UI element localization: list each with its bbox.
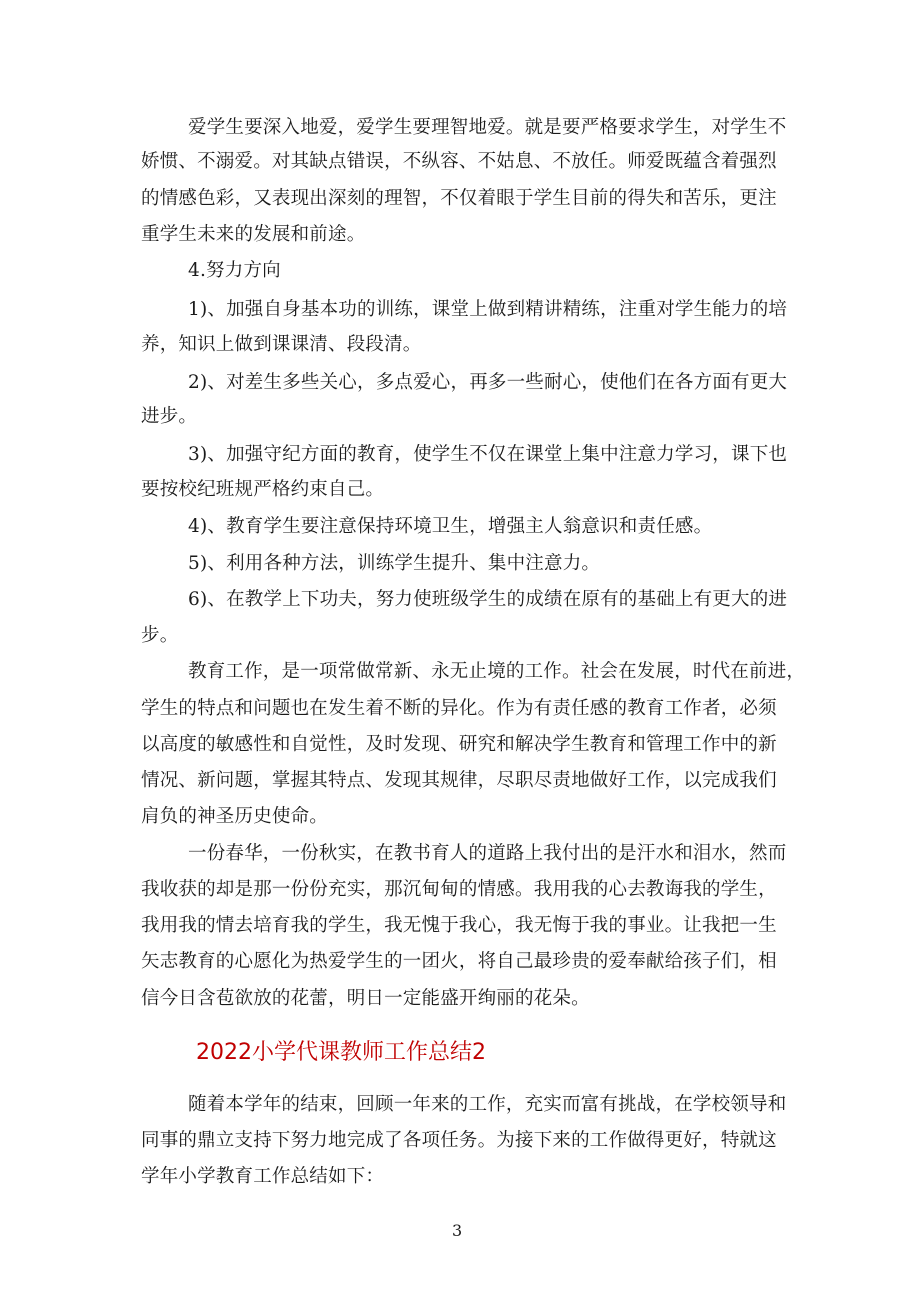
paragraph-line: 爱学生要深入地爱，爱学生要理智地爱。就是要严格要求学生，对学生不 [188, 117, 787, 138]
paragraph-line: 一份春华，一份秋实，在教书育人的道路上我付出的是汗水和泪水，然而 [188, 843, 787, 864]
paragraph-line: 的情感色彩，又表现出深刻的理智，不仅着眼于学生目前的得失和苦乐，更注 [141, 188, 777, 209]
paragraph-line: 以高度的敏感性和自觉性，及时发现、研究和解决学生教育和管理工作中的新 [141, 734, 777, 755]
paragraph-line: 学年小学教育工作总结如下： [141, 1166, 385, 1187]
paragraph-line: 娇惯、不溺爱。对其缺点错误，不纵容、不姑息、不放任。师爱既蕴含着强烈 [141, 151, 777, 172]
paragraph-line: 信今日含苞欲放的花蕾，明日一定能盛开绚丽的花朵。 [141, 988, 590, 1009]
paragraph-line: 情况、新问题，掌握其特点、发现其规律，尽职尽责地做好工作，以完成我们 [141, 770, 777, 791]
paragraph-line: 我用我的情去培育我的学生，我无愧于我心，我无悔于我的事业。让我把一生 [141, 915, 777, 936]
paragraph-line: 3)、加强守纪方面的教育，使学生不仅在课堂上集中注意力学习，课下也 [188, 444, 788, 465]
paragraph-line: 5)、利用各种方法，训练学生提升、集中注意力。 [188, 553, 601, 574]
paragraph-line: 1)、加强自身基本功的训练，课堂上做到精讲精练，注重对学生能力的培 [188, 299, 788, 320]
paragraph-line: 6)、在教学上下功夫，努力使班级学生的成绩在原有的基础上有更大的进 [188, 589, 788, 610]
paragraph-line: 养，知识上做到课课清、段段清。 [141, 334, 422, 355]
paragraph-line: 重学生未来的发展和前途。 [141, 224, 366, 245]
section-heading: 2022小学代课教师工作总结2 [196, 1040, 486, 1065]
paragraph-line: 我收获的却是那一份份充实，那沉甸甸的情感。我用我的心去教诲我的学生， [141, 879, 777, 900]
paragraph-line: 同事的鼎立支持下努力地完成了各项任务。为接下来的工作做得更好，特就这 [141, 1130, 777, 1151]
paragraph-line: 进步。 [141, 406, 198, 427]
paragraph-line: 随着本学年的结束，回顾一年来的工作，充实而富有挑战，在学校领导和 [188, 1094, 787, 1115]
paragraph-line: 4)、教育学生要注意保持环境卫生，增强主人翁意识和责任感。 [188, 516, 713, 537]
paragraph-line: 肩负的神圣历史使命。 [141, 806, 329, 827]
paragraph-line: 步。 [141, 625, 179, 646]
paragraph-line: 教育工作，是一项常做常新、永无止境的工作。社会在发展，时代在前进， [188, 661, 806, 682]
paragraph-line: 矢志教育的心愿化为热爱学生的一团火，将自己最珍贵的爱奉献给孩子们，相 [141, 951, 777, 972]
paragraph-line: 学生的特点和问题也在发生着不断的异化。作为有责任感的教育工作者，必须 [141, 698, 777, 719]
paragraph-line: 2)、对差生多些关心，多点爱心，再多一些耐心，使他们在各方面有更大 [188, 372, 788, 393]
section-subheading: 4.努力方向 [188, 260, 281, 281]
paragraph-line: 要按校纪班规严格约束自己。 [141, 479, 385, 500]
page-number: 3 [452, 1221, 463, 1240]
